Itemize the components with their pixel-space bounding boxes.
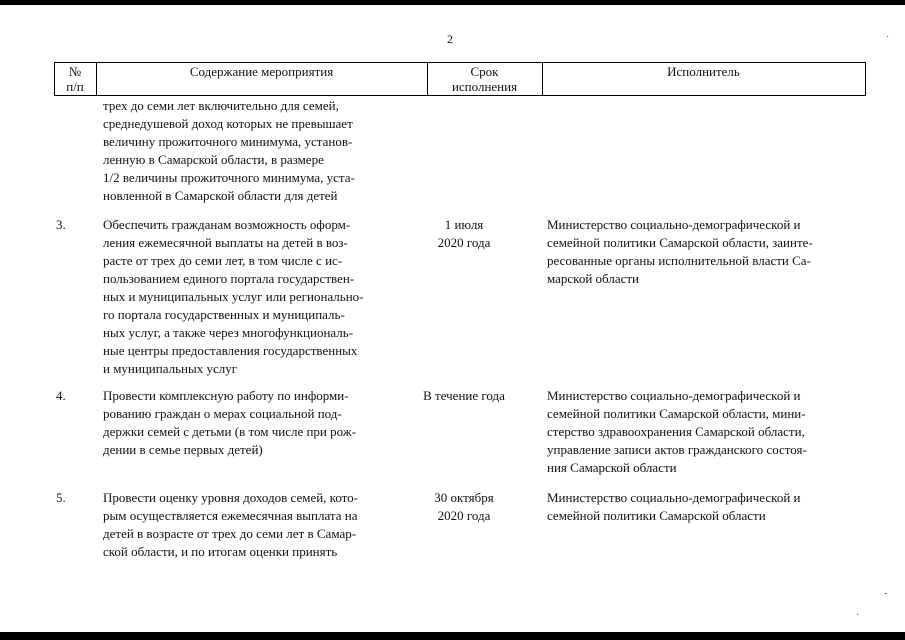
scan-speck: · [856,610,860,621]
executor-line: Министерство социально-демографической и [547,217,801,232]
content-line: го портала государственных и муниципаль- [103,307,345,322]
content-line: ных услуг, а также через многофункциональ- [103,325,354,340]
row-executor [547,216,867,288]
header-bottom-rule [54,95,866,96]
executor-line: управление записи актов гражданского состоя- [547,442,807,457]
content-line: пользованием единого портала государствен- [103,271,355,286]
executor-line: марской области [547,271,639,286]
header-deadline-line: Срок [470,64,499,79]
header-executor: Исполнитель [667,64,740,79]
deadline-line: В течение года [423,388,505,403]
table-header [54,62,866,96]
content-line: ленную в Самарской области, в размере [103,152,324,167]
executor-line: Министерство социально-демографической и [547,490,801,505]
header-content: Содержание мероприятия [189,64,334,79]
content-line: 1/2 величины прожиточного минимума, уста- [103,170,355,185]
deadline-line: 2020 года [437,235,491,250]
content-line: Провести комплексную работу по информи- [103,388,349,403]
executor-line: ресованные органы исполнительной власти Са- [547,253,811,268]
header-divider [865,62,866,96]
row-content [103,216,408,378]
row-executor [547,489,867,525]
content-line: и муниципальных услуг [103,361,238,376]
executor-line: семейной политики Самарской области [547,508,766,523]
header-num-line: п/п [66,79,84,94]
scan-speck: - [884,588,888,599]
page-number: 2 [447,32,453,46]
row-executor [547,387,867,477]
row-deadline [414,387,514,405]
header-deadline [427,64,542,94]
executor-line: Министерство социально-демографической и [547,388,801,403]
content-line: трех до семи лет включительно для семей, [103,98,339,113]
scan-bottom-edge [0,632,905,640]
row-content [103,97,408,205]
content-line: Обеспечить гражданам возможность оформ- [103,217,351,232]
header-top-rule [54,62,866,63]
content-line: величину прожиточного минимума, установ- [103,134,353,149]
content-line: рованию граждан о мерах социальной под- [103,406,342,421]
row-number: 5. [56,490,66,505]
deadline-line: 30 октября [434,490,494,505]
executor-line: стерство здравоохранения Самарской области, [547,424,805,439]
header-deadline-line: исполнения [451,79,518,94]
row-number: 4. [56,388,66,403]
content-line: ные центры предоставления государственных [103,343,358,358]
content-line: держки семей с детьми (в том числе при рож- [103,424,357,439]
row-number: 3. [56,217,66,232]
content-line: Провести оценку уровня доходов семей, кото- [103,490,358,505]
row-deadline [414,216,514,252]
content-line: ления ежемесячной выплаты на детей в воз- [103,235,348,250]
executor-line: ния Самарской области [547,460,677,475]
content-line: среднедушевой доход которых не превышает [103,116,353,131]
deadline-line: 1 июля [444,217,484,232]
scan-speck: · [886,32,890,43]
content-line: рым осуществляется ежемесячная выплата на [103,508,358,523]
header-num [54,64,96,94]
content-line: ской области, и по итогам оценки принять [103,544,338,559]
header-num-line: № [68,64,82,79]
content-line: детей в возрасте от трех до семи лет в Самар- [103,526,357,541]
executor-line: семейной политики Самарской области, заинте- [547,235,813,250]
content-line: расте от трех до семи лет, в том числе с ис- [103,253,343,268]
row-content [103,387,408,459]
row-deadline [414,489,514,525]
deadline-line: 2020 года [437,508,491,523]
row-content [103,489,408,561]
executor-line: семейной политики Самарской области, мини- [547,406,806,421]
content-line: дении в семье первых детей) [103,442,263,457]
scan-top-edge [0,0,905,5]
content-line: новленной в Самарской области для детей [103,188,338,203]
content-line: ных и муниципальных услуг или регионально- [103,289,364,304]
